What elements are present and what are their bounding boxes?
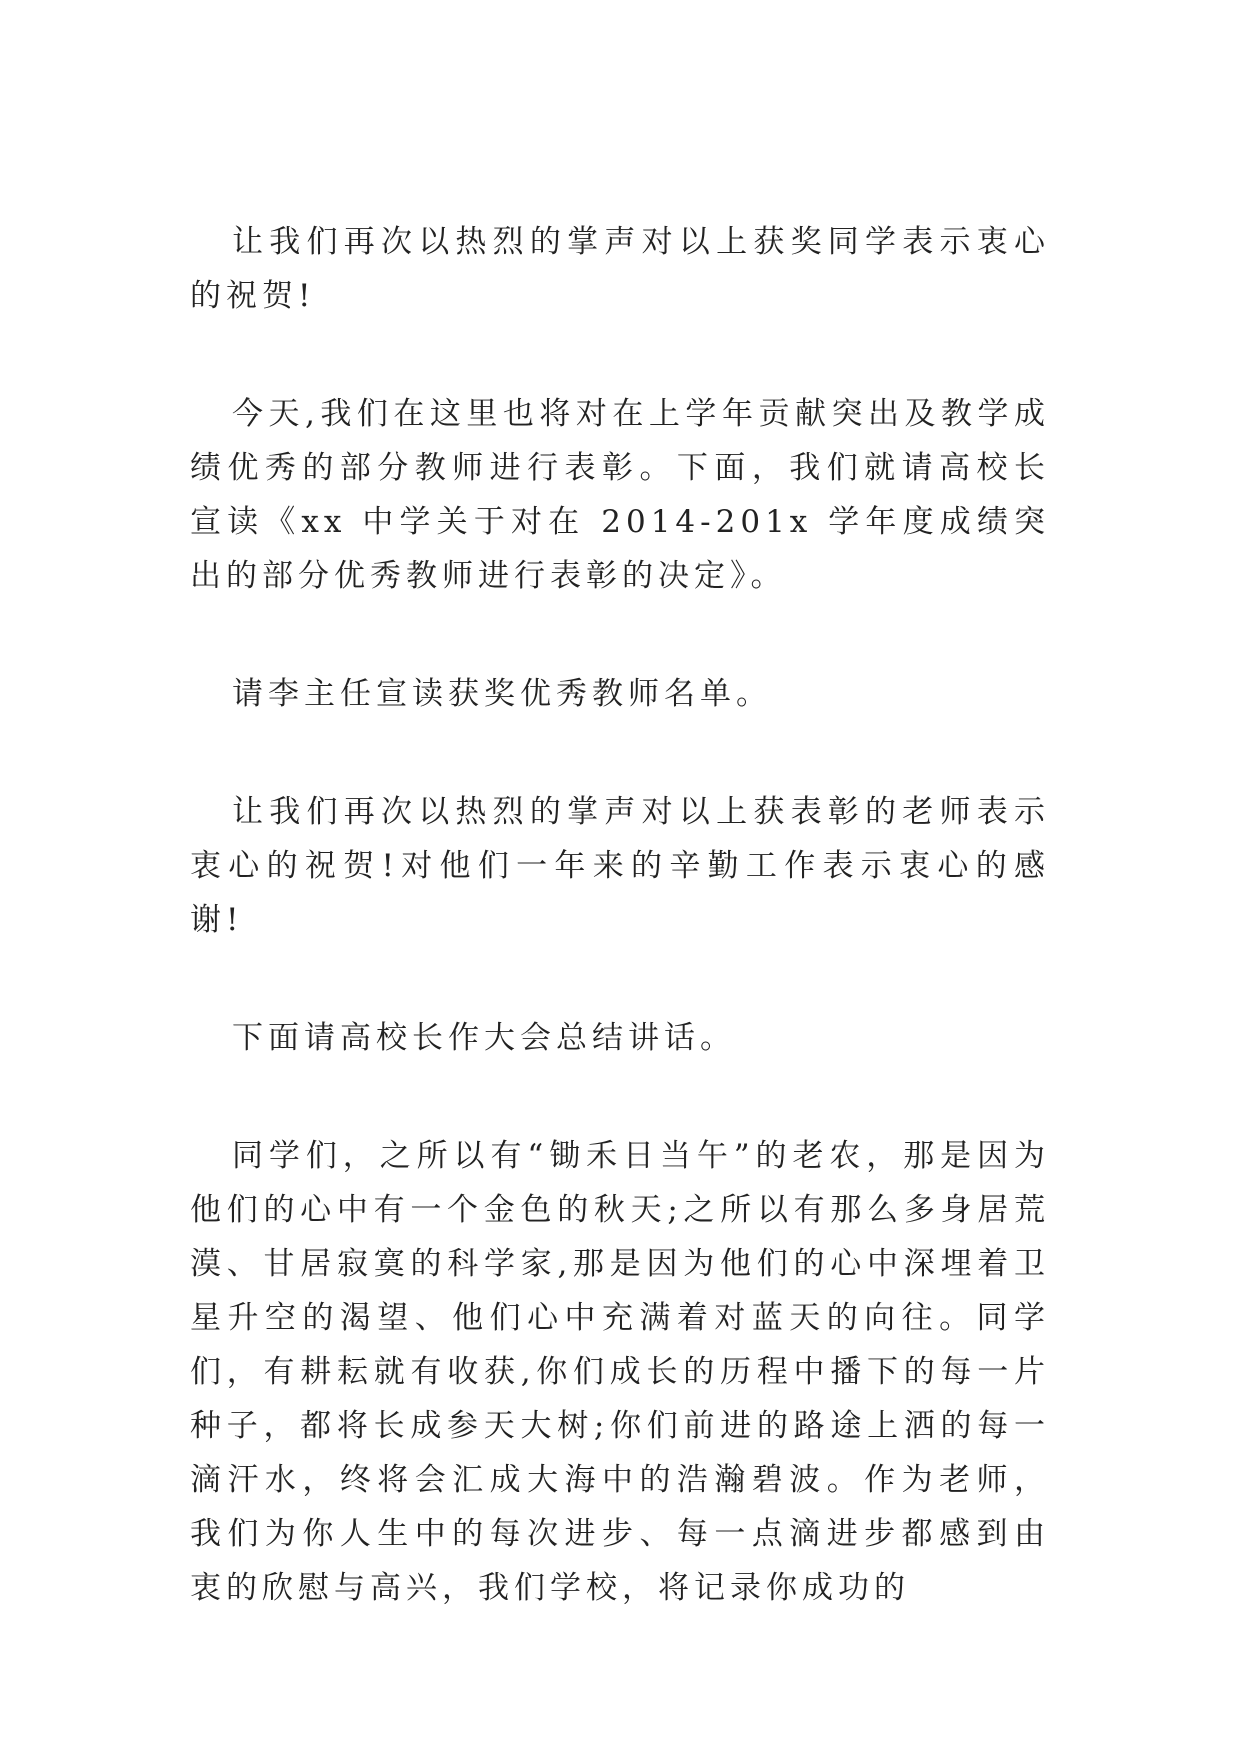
paragraph-congratulate-teachers: 让我们再次以热烈的掌声对以上获表彰的老师表示衷心的祝贺!对他们一年来的辛勤工作表示衷心的感谢! xyxy=(190,794,1050,938)
paragraph-closing-address: 同学们，之所以有“锄禾日当午”的老农，那是因为他们的心中有一个金色的秋天;之所以有那么多身居荒漠、甘居寂寞的科学家,那是因为他们的心中深埋着卫星升空的渴望、他们心中充满着对蓝天的向往。同学们，有耕耘就有收获,你们成长的历程中播下的每一片种子，都将长成参天大树;你们前进的路途上洒的每一滴汗水，终将会汇成大海中的浩瀚碧波。作为老师，我们为你人生中的每次进步、每一点滴进步都感到由衷的欣慰与高兴，我们学校，将记录你成功的 xyxy=(190,1138,1050,1606)
paragraph-teacher-commendation: 今天,我们在这里也将对在上学年贡献突出及教学成绩优秀的部分教师进行表彰。下面，我们就请高校长宣读《xx 中学关于对在 2014-201x 学年度成绩突出的部分优秀教师进行表彰的决定》。 xyxy=(190,396,1050,594)
paragraph-read-teacher-list: 请李主任宣读获奖优秀教师名单。 xyxy=(232,676,772,712)
paragraph-principal-speech: 下面请高校长作大会总结讲话。 xyxy=(232,1020,736,1056)
document-body xyxy=(190,215,1050,1679)
paragraph-congratulate-students: 让我们再次以热烈的掌声对以上获奖同学表示衷心的祝贺! xyxy=(190,224,1050,314)
